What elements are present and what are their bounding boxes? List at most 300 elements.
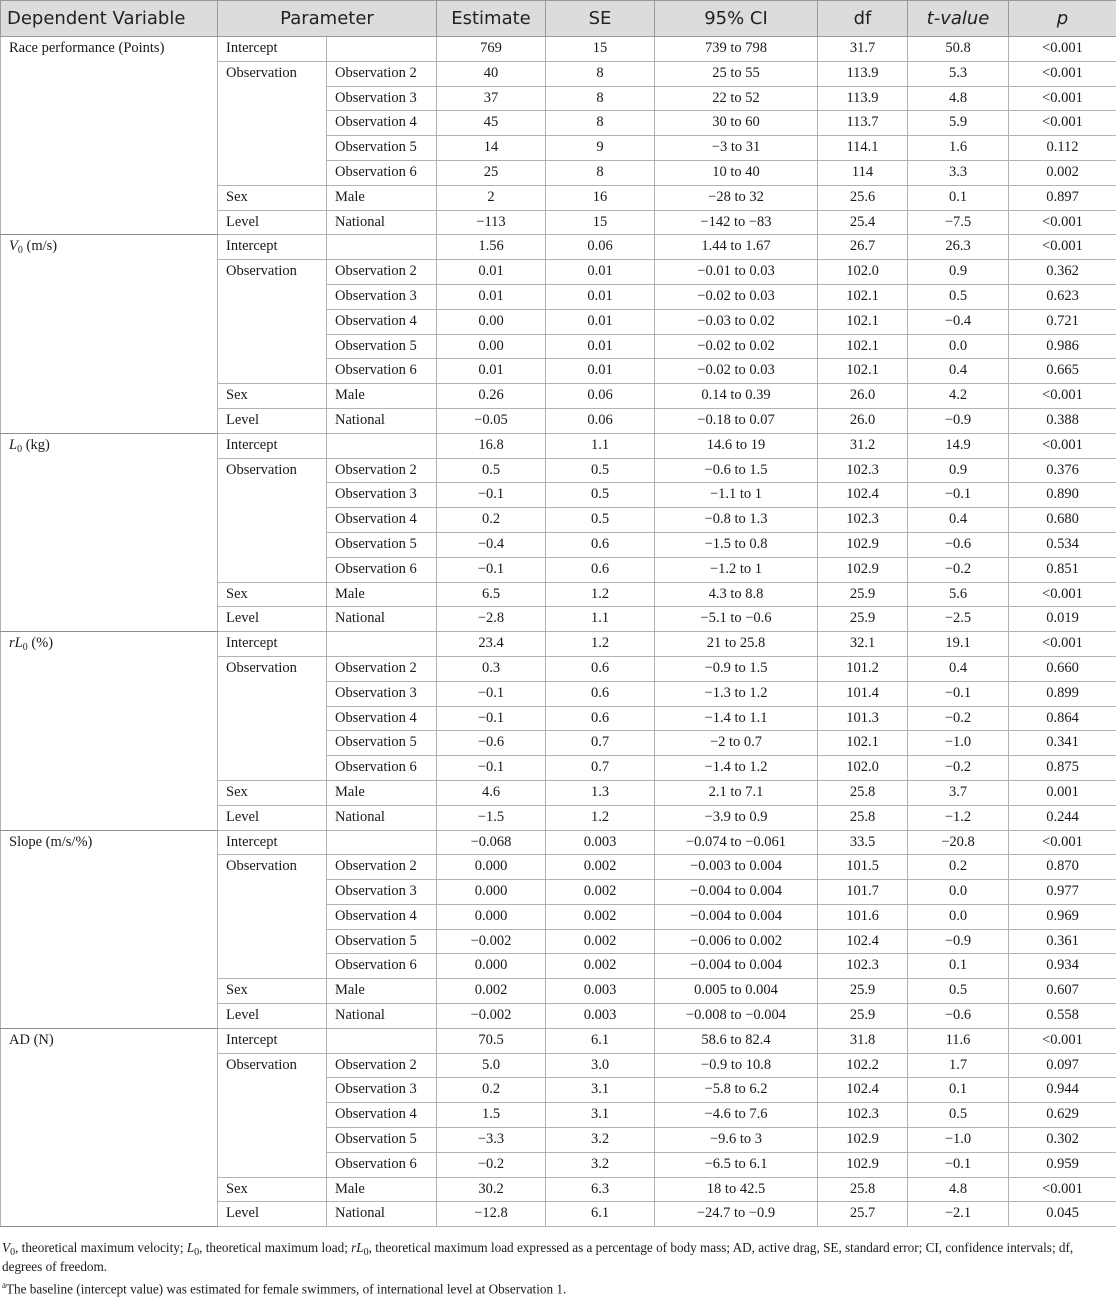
estimate-cell: 0.000 xyxy=(437,904,546,929)
ci-cell: −142 to −83 xyxy=(655,210,818,235)
se-cell: 0.002 xyxy=(546,954,655,979)
level-cell: Male xyxy=(327,384,437,409)
level-cell xyxy=(327,632,437,657)
df-cell: 25.9 xyxy=(818,1004,908,1029)
se-cell: 0.06 xyxy=(546,408,655,433)
dependent-variable-label: rL xyxy=(9,635,23,652)
estimate-cell: 1.5 xyxy=(437,1103,546,1128)
df-cell: 26.0 xyxy=(818,408,908,433)
level-cell xyxy=(327,1028,437,1053)
estimate-cell: −0.002 xyxy=(437,1004,546,1029)
estimate-cell: 0.2 xyxy=(437,1078,546,1103)
se-cell: 1.2 xyxy=(546,632,655,657)
df-cell: 102.2 xyxy=(818,1053,908,1078)
dependent-variable-cell xyxy=(1,1028,218,1226)
p-value-cell: <0.001 xyxy=(1009,86,1116,111)
estimate-cell: 0.2 xyxy=(437,508,546,533)
table-row xyxy=(1,37,1116,62)
t-value-cell: 5.3 xyxy=(908,61,1009,86)
p-value-cell: <0.001 xyxy=(1009,632,1116,657)
df-cell: 33.5 xyxy=(818,830,908,855)
se-cell: 0.6 xyxy=(546,656,655,681)
p-value-cell: 0.934 xyxy=(1009,954,1116,979)
t-value-cell: −0.1 xyxy=(908,681,1009,706)
t-value-cell: −0.2 xyxy=(908,557,1009,582)
level-cell: National xyxy=(327,1004,437,1029)
se-cell: 8 xyxy=(546,61,655,86)
t-value-cell: 0.0 xyxy=(908,904,1009,929)
t-value-cell: 0.9 xyxy=(908,458,1009,483)
t-value-cell: −0.1 xyxy=(908,1152,1009,1177)
parameter-cell: Observation xyxy=(218,61,327,185)
p-value-cell: 0.558 xyxy=(1009,1004,1116,1029)
dependent-variable-subscript: 0 xyxy=(17,245,23,257)
df-cell: 101.3 xyxy=(818,706,908,731)
level-cell: National xyxy=(327,1202,437,1227)
estimate-cell: 40 xyxy=(437,61,546,86)
p-value-cell: 0.019 xyxy=(1009,607,1116,632)
se-cell: 0.01 xyxy=(546,359,655,384)
df-cell: 114 xyxy=(818,160,908,185)
level-cell: National xyxy=(327,210,437,235)
se-cell: 0.7 xyxy=(546,731,655,756)
level-cell: Observation 6 xyxy=(327,160,437,185)
p-value-cell: <0.001 xyxy=(1009,433,1116,458)
estimate-cell: 0.01 xyxy=(437,359,546,384)
estimate-cell: 0.000 xyxy=(437,855,546,880)
df-cell: 26.7 xyxy=(818,235,908,260)
t-value-cell: 4.2 xyxy=(908,384,1009,409)
dependent-variable-label: Race performance (Points) xyxy=(9,40,165,56)
footnote-abbrev-2: $rL_0$, theoretical maximum load expressed as a percentage of body mass; AD, active drag, SE, standard error; CI, confidence intervals; df, degrees of freedom. xyxy=(2,1240,1074,1274)
df-cell: 101.7 xyxy=(818,880,908,905)
level-cell: Observation 2 xyxy=(327,458,437,483)
ci-cell: 25 to 55 xyxy=(655,61,818,86)
header-df: df xyxy=(818,1,908,37)
df-cell: 102.1 xyxy=(818,731,908,756)
se-cell: 0.6 xyxy=(546,557,655,582)
p-value-cell: 0.002 xyxy=(1009,160,1116,185)
ci-cell: −0.003 to 0.004 xyxy=(655,855,818,880)
se-cell: 1.2 xyxy=(546,582,655,607)
se-cell: 0.6 xyxy=(546,681,655,706)
se-cell: 1.2 xyxy=(546,805,655,830)
se-cell: 0.002 xyxy=(546,855,655,880)
t-value-cell: 0.1 xyxy=(908,185,1009,210)
estimate-cell: 1.56 xyxy=(437,235,546,260)
df-cell: 102.0 xyxy=(818,260,908,285)
se-cell: 0.5 xyxy=(546,508,655,533)
p-value-cell: <0.001 xyxy=(1009,384,1116,409)
p-value-cell: <0.001 xyxy=(1009,582,1116,607)
ci-cell: 0.005 to 0.004 xyxy=(655,979,818,1004)
p-value-cell: 0.361 xyxy=(1009,929,1116,954)
df-cell: 25.9 xyxy=(818,607,908,632)
estimate-cell: 0.000 xyxy=(437,954,546,979)
df-cell: 25.8 xyxy=(818,1177,908,1202)
t-value-cell: −2.1 xyxy=(908,1202,1009,1227)
se-cell: 0.7 xyxy=(546,756,655,781)
level-cell: Observation 4 xyxy=(327,508,437,533)
ci-cell: −5.8 to 6.2 xyxy=(655,1078,818,1103)
se-cell: 0.6 xyxy=(546,532,655,557)
ci-cell: −6.5 to 6.1 xyxy=(655,1152,818,1177)
ci-cell: −0.9 to 10.8 xyxy=(655,1053,818,1078)
p-value-cell: 0.376 xyxy=(1009,458,1116,483)
ci-cell: 10 to 40 xyxy=(655,160,818,185)
df-cell: 25.8 xyxy=(818,780,908,805)
estimate-cell: −0.1 xyxy=(437,706,546,731)
t-value-cell: 26.3 xyxy=(908,235,1009,260)
t-value-cell: 0.0 xyxy=(908,334,1009,359)
estimate-cell: 14 xyxy=(437,136,546,161)
t-value-cell: 0.1 xyxy=(908,1078,1009,1103)
header-estimate: Estimate xyxy=(437,1,546,37)
p-value-cell: 0.362 xyxy=(1009,260,1116,285)
t-value-cell: 11.6 xyxy=(908,1028,1009,1053)
se-cell: 6.1 xyxy=(546,1028,655,1053)
p-value-cell: 0.890 xyxy=(1009,483,1116,508)
estimate-cell: 0.000 xyxy=(437,880,546,905)
se-cell: 6.3 xyxy=(546,1177,655,1202)
df-cell: 26.0 xyxy=(818,384,908,409)
ci-cell: −1.4 to 1.1 xyxy=(655,706,818,731)
estimate-cell: −113 xyxy=(437,210,546,235)
level-cell: Observation 3 xyxy=(327,1078,437,1103)
t-value-cell: −0.2 xyxy=(908,706,1009,731)
df-cell: 102.4 xyxy=(818,929,908,954)
se-cell: 1.1 xyxy=(546,433,655,458)
level-cell: Male xyxy=(327,979,437,1004)
estimate-cell: −0.2 xyxy=(437,1152,546,1177)
se-cell: 0.002 xyxy=(546,929,655,954)
se-cell: 6.1 xyxy=(546,1202,655,1227)
estimate-cell: −0.068 xyxy=(437,830,546,855)
ci-cell: −1.3 to 1.2 xyxy=(655,681,818,706)
df-cell: 113.9 xyxy=(818,61,908,86)
df-cell: 102.4 xyxy=(818,483,908,508)
level-cell: Observation 5 xyxy=(327,1128,437,1153)
df-cell: 113.7 xyxy=(818,111,908,136)
df-cell: 25.9 xyxy=(818,979,908,1004)
dependent-variable-subscript: 0 xyxy=(22,642,28,654)
parameter-cell: Level xyxy=(218,607,327,632)
level-cell: Observation 3 xyxy=(327,284,437,309)
df-cell: 25.7 xyxy=(818,1202,908,1227)
estimate-cell: 0.01 xyxy=(437,284,546,309)
se-cell: 0.002 xyxy=(546,904,655,929)
p-value-cell: 0.629 xyxy=(1009,1103,1116,1128)
dependent-variable-cell xyxy=(1,830,218,1028)
level-cell: Observation 3 xyxy=(327,483,437,508)
estimate-cell: −0.002 xyxy=(437,929,546,954)
parameter-cell: Intercept xyxy=(218,433,327,458)
table-row xyxy=(1,632,1116,657)
estimate-cell: 23.4 xyxy=(437,632,546,657)
se-cell: 15 xyxy=(546,37,655,62)
ci-cell: −1.1 to 1 xyxy=(655,483,818,508)
t-value-cell: 1.7 xyxy=(908,1053,1009,1078)
t-value-cell: −0.9 xyxy=(908,929,1009,954)
estimate-cell: 0.5 xyxy=(437,458,546,483)
parameter-cell: Level xyxy=(218,805,327,830)
df-cell: 102.1 xyxy=(818,359,908,384)
df-cell: 31.2 xyxy=(818,433,908,458)
ci-cell: 14.6 to 19 xyxy=(655,433,818,458)
ci-cell: −0.004 to 0.004 xyxy=(655,880,818,905)
ci-cell: −0.004 to 0.004 xyxy=(655,904,818,929)
level-cell: Male xyxy=(327,582,437,607)
estimate-cell: 45 xyxy=(437,111,546,136)
df-cell: 31.7 xyxy=(818,37,908,62)
t-value-cell: 50.8 xyxy=(908,37,1009,62)
ci-cell: −0.9 to 1.5 xyxy=(655,656,818,681)
p-value-cell: 0.660 xyxy=(1009,656,1116,681)
ci-cell: −1.4 to 1.2 xyxy=(655,756,818,781)
df-cell: 25.9 xyxy=(818,582,908,607)
parameter-cell: Level xyxy=(218,210,327,235)
se-cell: 0.01 xyxy=(546,334,655,359)
t-value-cell: 4.8 xyxy=(908,86,1009,111)
ci-cell: 22 to 52 xyxy=(655,86,818,111)
parameter-cell: Level xyxy=(218,1202,327,1227)
estimate-cell: 16.8 xyxy=(437,433,546,458)
se-cell: 3.2 xyxy=(546,1128,655,1153)
t-value-cell: 19.1 xyxy=(908,632,1009,657)
se-cell: 8 xyxy=(546,111,655,136)
ci-cell: −24.7 to −0.9 xyxy=(655,1202,818,1227)
t-value-cell: −7.5 xyxy=(908,210,1009,235)
header-p: p xyxy=(1009,1,1116,37)
p-value-cell: 0.623 xyxy=(1009,284,1116,309)
estimate-cell: −0.1 xyxy=(437,681,546,706)
level-cell: Observation 2 xyxy=(327,260,437,285)
level-cell: Observation 4 xyxy=(327,706,437,731)
p-value-cell: 0.341 xyxy=(1009,731,1116,756)
level-cell: Observation 4 xyxy=(327,111,437,136)
ci-cell: −0.8 to 1.3 xyxy=(655,508,818,533)
estimate-cell: 70.5 xyxy=(437,1028,546,1053)
p-value-cell: 0.097 xyxy=(1009,1053,1116,1078)
t-value-cell: 0.4 xyxy=(908,656,1009,681)
p-value-cell: 0.607 xyxy=(1009,979,1116,1004)
parameter-cell: Observation xyxy=(218,855,327,979)
ci-cell: −0.02 to 0.03 xyxy=(655,359,818,384)
level-cell: Observation 2 xyxy=(327,656,437,681)
estimate-cell: 2 xyxy=(437,185,546,210)
ci-cell: −5.1 to −0.6 xyxy=(655,607,818,632)
estimate-cell: −0.1 xyxy=(437,483,546,508)
level-cell: Observation 6 xyxy=(327,557,437,582)
t-value-cell: 3.3 xyxy=(908,160,1009,185)
parameter-cell: Sex xyxy=(218,582,327,607)
t-value-cell: 0.4 xyxy=(908,359,1009,384)
t-value-cell: 5.9 xyxy=(908,111,1009,136)
header-row xyxy=(1,1,1116,37)
dependent-variable-cell xyxy=(1,235,218,433)
ci-cell: −0.008 to −0.004 xyxy=(655,1004,818,1029)
t-value-cell: −0.6 xyxy=(908,532,1009,557)
se-cell: 0.6 xyxy=(546,706,655,731)
ci-cell: −0.004 to 0.004 xyxy=(655,954,818,979)
df-cell: 102.9 xyxy=(818,1128,908,1153)
dependent-variable-cell xyxy=(1,632,218,830)
t-value-cell: −20.8 xyxy=(908,830,1009,855)
p-value-cell: <0.001 xyxy=(1009,111,1116,136)
t-value-cell: −1.2 xyxy=(908,805,1009,830)
p-value-cell: 0.870 xyxy=(1009,855,1116,880)
dependent-variable-label: AD (N) xyxy=(9,1031,54,1048)
df-cell: 102.3 xyxy=(818,508,908,533)
estimate-cell: 5.0 xyxy=(437,1053,546,1078)
df-cell: 101.6 xyxy=(818,904,908,929)
estimate-cell: 769 xyxy=(437,37,546,62)
p-value-cell: 0.944 xyxy=(1009,1078,1116,1103)
footnote-abbreviations xyxy=(2,1238,1112,1276)
df-cell: 102.3 xyxy=(818,458,908,483)
t-value-cell: −0.2 xyxy=(908,756,1009,781)
p-value-cell: 0.864 xyxy=(1009,706,1116,731)
level-cell: Observation 2 xyxy=(327,61,437,86)
table-row xyxy=(1,235,1116,260)
header-parameter: Parameter xyxy=(218,1,437,37)
t-value-cell: 0.1 xyxy=(908,954,1009,979)
dependent-variable-cell xyxy=(1,37,218,235)
se-cell: 0.5 xyxy=(546,458,655,483)
dependent-variable-label: Slope (m/s/%) xyxy=(9,833,93,850)
footnote-abbrev-1: $L_0$, theoretical maximum load; xyxy=(186,1240,352,1258)
table-body xyxy=(1,37,1116,1227)
ci-cell: 21 to 25.8 xyxy=(655,632,818,657)
se-cell: 0.002 xyxy=(546,880,655,905)
se-cell: 3.0 xyxy=(546,1053,655,1078)
t-value-cell: 1.6 xyxy=(908,136,1009,161)
p-value-cell: 0.244 xyxy=(1009,805,1116,830)
p-value-cell: <0.001 xyxy=(1009,235,1116,260)
footnote-abbrev-0: $V_0$, theoretical maximum velocity; xyxy=(2,1240,187,1258)
estimate-cell: 0.26 xyxy=(437,384,546,409)
p-value-cell: <0.001 xyxy=(1009,37,1116,62)
p-value-cell: <0.001 xyxy=(1009,830,1116,855)
p-value-cell: <0.001 xyxy=(1009,61,1116,86)
se-cell: 0.06 xyxy=(546,235,655,260)
parameter-cell: Intercept xyxy=(218,830,327,855)
estimate-cell: 0.00 xyxy=(437,334,546,359)
t-value-cell: −0.1 xyxy=(908,483,1009,508)
level-cell xyxy=(327,235,437,260)
se-cell: 0.01 xyxy=(546,284,655,309)
ci-cell: −0.6 to 1.5 xyxy=(655,458,818,483)
ci-cell: −4.6 to 7.6 xyxy=(655,1103,818,1128)
table-footnotes xyxy=(0,1238,1112,1298)
p-value-cell: 0.986 xyxy=(1009,334,1116,359)
t-value-cell: 0.5 xyxy=(908,1103,1009,1128)
ci-cell: −0.03 to 0.02 xyxy=(655,309,818,334)
table-row xyxy=(1,830,1116,855)
ci-cell: −28 to 32 xyxy=(655,185,818,210)
dependent-variable-label: V xyxy=(9,238,18,255)
t-value-cell: −0.4 xyxy=(908,309,1009,334)
se-cell: 16 xyxy=(546,185,655,210)
se-cell: 0.003 xyxy=(546,1004,655,1029)
estimate-cell: 30.2 xyxy=(437,1177,546,1202)
t-value-cell: −0.9 xyxy=(908,408,1009,433)
df-cell: 102.9 xyxy=(818,532,908,557)
level-cell: Observation 4 xyxy=(327,309,437,334)
level-cell: Male xyxy=(327,185,437,210)
level-cell: Male xyxy=(327,1177,437,1202)
level-cell: Observation 6 xyxy=(327,756,437,781)
table-row xyxy=(1,433,1116,458)
level-cell: Observation 5 xyxy=(327,532,437,557)
header-t-value: t-value xyxy=(908,1,1009,37)
ci-cell: 1.44 to 1.67 xyxy=(655,235,818,260)
level-cell: Observation 5 xyxy=(327,929,437,954)
estimate-cell: −0.1 xyxy=(437,557,546,582)
parameter-cell: Level xyxy=(218,1004,327,1029)
level-cell: National xyxy=(327,805,437,830)
se-cell: 3.2 xyxy=(546,1152,655,1177)
level-cell: Observation 6 xyxy=(327,1152,437,1177)
t-value-cell: 5.6 xyxy=(908,582,1009,607)
df-cell: 32.1 xyxy=(818,632,908,657)
estimate-cell: −0.05 xyxy=(437,408,546,433)
p-value-cell: 0.875 xyxy=(1009,756,1116,781)
ci-cell: −0.02 to 0.03 xyxy=(655,284,818,309)
p-value-cell: 0.045 xyxy=(1009,1202,1116,1227)
estimate-cell: 0.3 xyxy=(437,656,546,681)
parameter-cell: Observation xyxy=(218,458,327,582)
t-value-cell: 0.5 xyxy=(908,284,1009,309)
ci-cell: −3 to 31 xyxy=(655,136,818,161)
p-value-cell: 0.977 xyxy=(1009,880,1116,905)
level-cell: Observation 5 xyxy=(327,731,437,756)
ci-cell: 30 to 60 xyxy=(655,111,818,136)
level-cell: Observation 3 xyxy=(327,681,437,706)
estimate-cell: −0.6 xyxy=(437,731,546,756)
dependent-variable-subscript: 0 xyxy=(17,443,23,455)
t-value-cell: 0.4 xyxy=(908,508,1009,533)
header-ci: 95% CI xyxy=(655,1,818,37)
df-cell: 102.3 xyxy=(818,1103,908,1128)
level-cell: Observation 4 xyxy=(327,1103,437,1128)
level-cell: Observation 5 xyxy=(327,136,437,161)
estimate-cell: 37 xyxy=(437,86,546,111)
df-cell: 102.4 xyxy=(818,1078,908,1103)
ci-cell: 4.3 to 8.8 xyxy=(655,582,818,607)
ci-cell: −0.01 to 0.03 xyxy=(655,260,818,285)
t-value-cell: 0.9 xyxy=(908,260,1009,285)
ci-cell: 0.14 to 0.39 xyxy=(655,384,818,409)
estimate-cell: −3.3 xyxy=(437,1128,546,1153)
se-cell: 8 xyxy=(546,86,655,111)
se-cell: 9 xyxy=(546,136,655,161)
df-cell: 102.1 xyxy=(818,309,908,334)
level-cell xyxy=(327,37,437,62)
ci-cell: −1.5 to 0.8 xyxy=(655,532,818,557)
table-row xyxy=(1,1028,1116,1053)
df-cell: 25.4 xyxy=(818,210,908,235)
p-value-cell: 0.721 xyxy=(1009,309,1116,334)
ci-cell: 18 to 42.5 xyxy=(655,1177,818,1202)
header-dependent-variable: Dependent Variable xyxy=(1,1,218,37)
p-value-cell: 0.969 xyxy=(1009,904,1116,929)
ci-cell: −0.006 to 0.002 xyxy=(655,929,818,954)
estimate-cell: 4.6 xyxy=(437,780,546,805)
se-cell: 8 xyxy=(546,160,655,185)
level-cell xyxy=(327,830,437,855)
p-value-cell: 0.112 xyxy=(1009,136,1116,161)
